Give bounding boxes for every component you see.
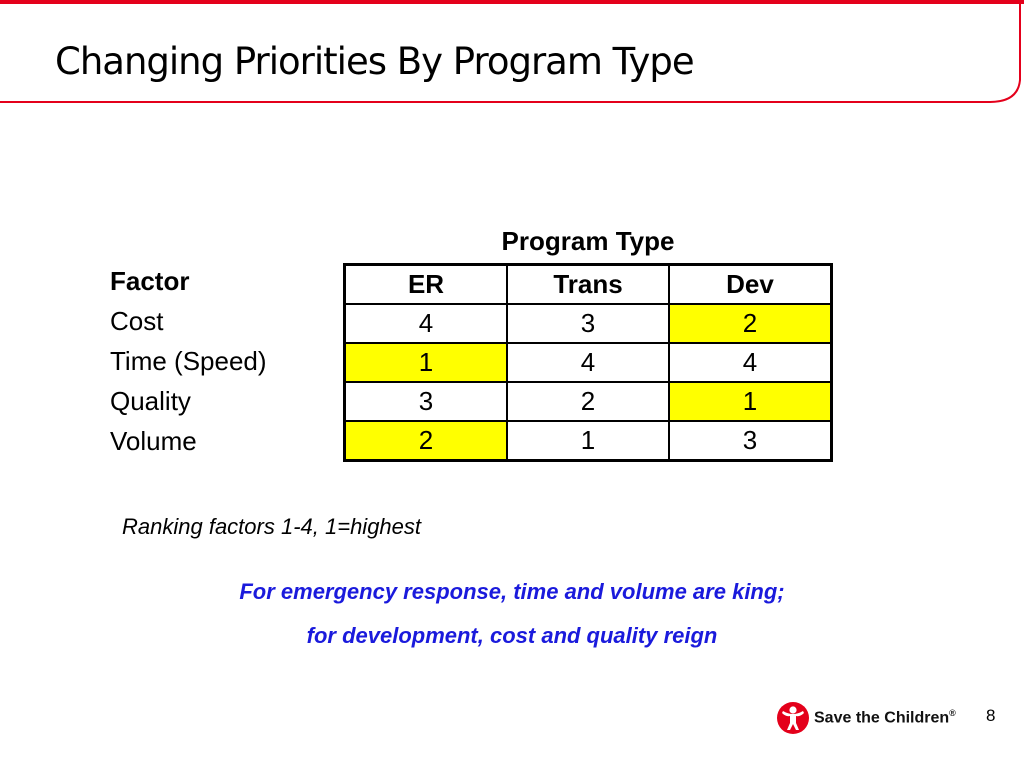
ranking-note: Ranking factors 1-4, 1=highest — [122, 514, 422, 539]
row-label-cost: Cost — [110, 306, 164, 336]
column-header-er: ER — [345, 265, 508, 305]
takeaway-line-2: for development, cost and quality reign — [306, 623, 718, 648]
table-cell: 2 — [345, 421, 508, 461]
table-row — [345, 382, 832, 421]
table-cell: 1 — [669, 382, 832, 421]
logo-wordmark: Save the Children® — [814, 708, 956, 727]
table-cell: 4 — [345, 304, 508, 343]
table-cell: 1 — [507, 421, 669, 461]
column-header-dev: Dev — [669, 265, 832, 305]
row-label-quality: Quality — [110, 386, 191, 416]
table-header-row — [345, 265, 832, 305]
save-the-children-logo — [776, 700, 956, 736]
table-cell: 3 — [345, 382, 508, 421]
program-type-header: Program Type — [501, 226, 675, 256]
slide-title: Changing Priorities By Program Type — [55, 40, 694, 83]
table-cell: 4 — [507, 343, 669, 382]
table-cell: 3 — [669, 421, 832, 461]
page-number: 8 — [986, 706, 996, 725]
table-cell: 2 — [507, 382, 669, 421]
column-header-trans: Trans — [507, 265, 669, 305]
row-label-time: Time (Speed) — [110, 346, 267, 376]
factor-column-header: Factor — [110, 266, 190, 296]
table-cell: 1 — [345, 343, 508, 382]
table-cell: 2 — [669, 304, 832, 343]
priority-ranking-table — [343, 263, 833, 462]
table-row — [345, 304, 832, 343]
takeaway-line-1: For emergency response, time and volume are king; — [239, 579, 785, 604]
table-cell: 4 — [669, 343, 832, 382]
table-cell: 3 — [507, 304, 669, 343]
save-the-children-figure-icon — [776, 701, 810, 735]
table-row — [345, 421, 832, 461]
table-row — [345, 343, 832, 382]
row-label-volume: Volume — [110, 426, 197, 456]
